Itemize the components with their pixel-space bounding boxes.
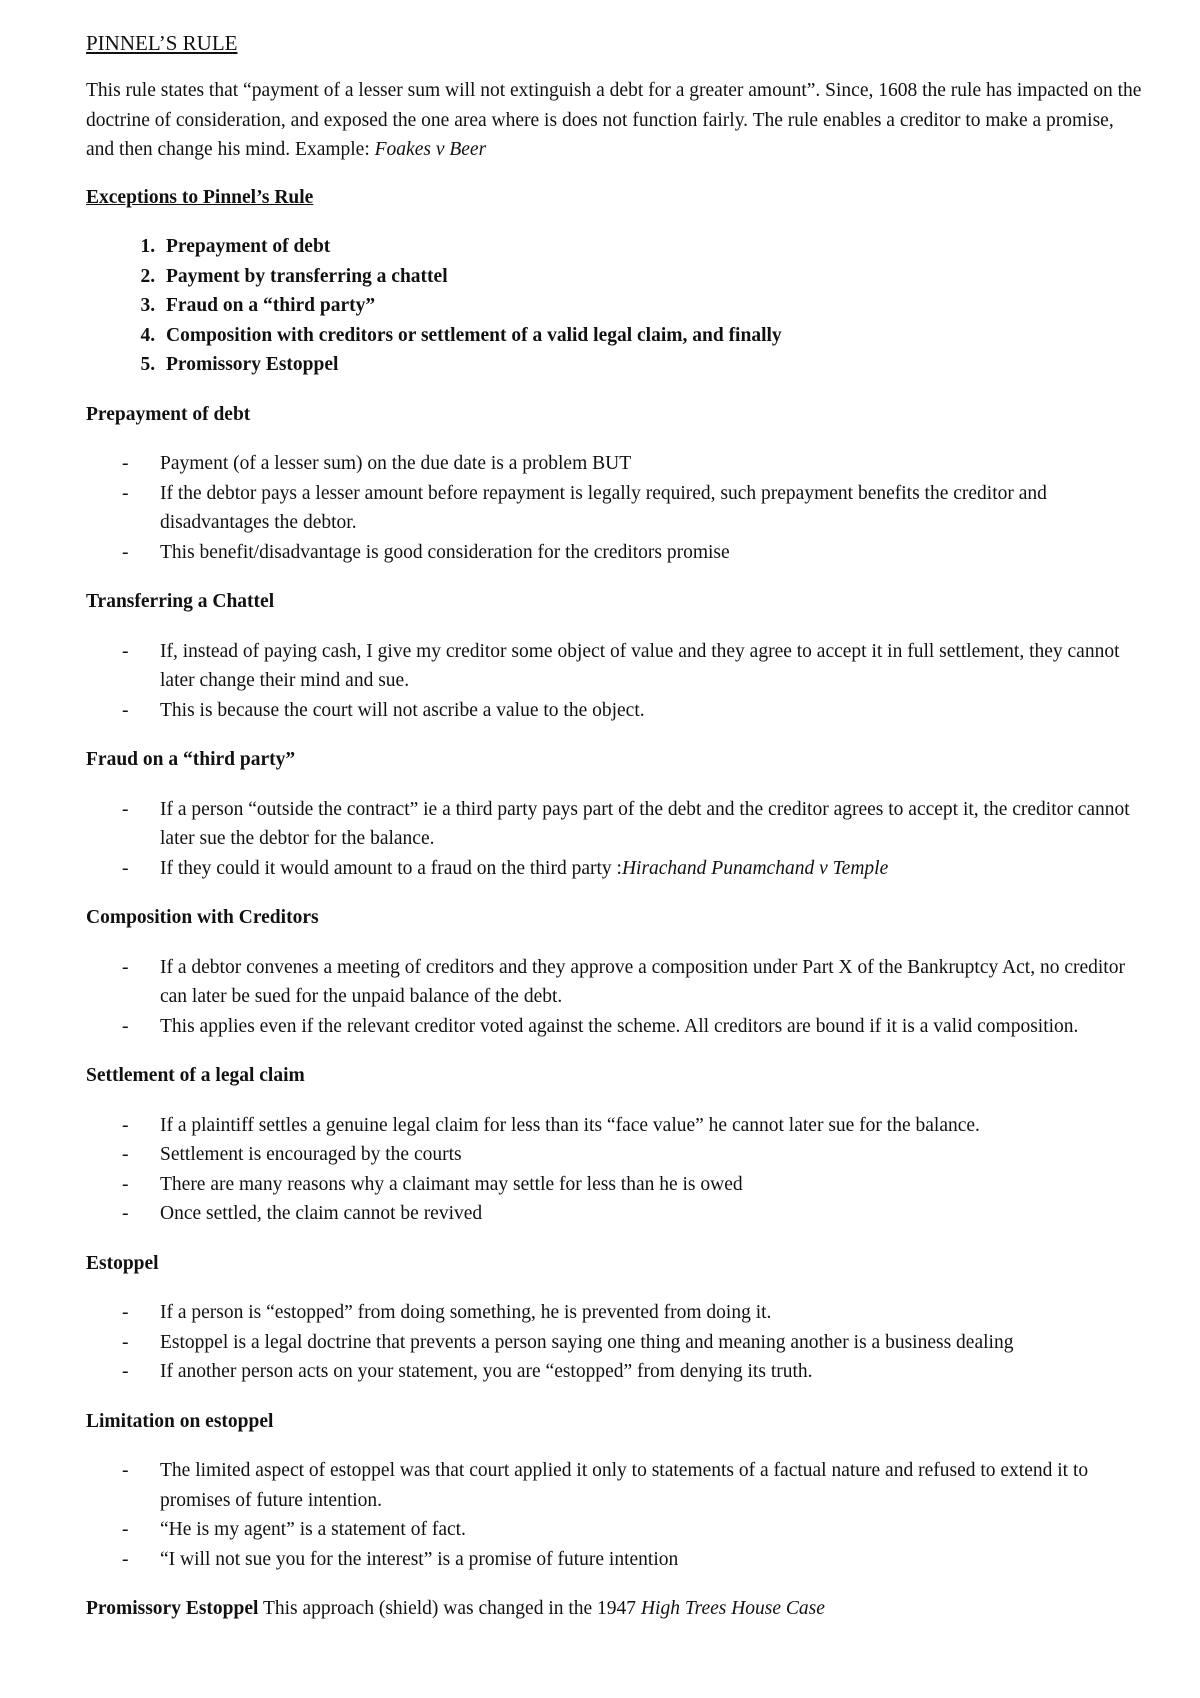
- list-item: [122, 1111, 1146, 1141]
- list-item-text: Settlement is encouraged by the courts: [160, 1144, 462, 1165]
- dash-bullet: -: [122, 1203, 129, 1224]
- list-item: [122, 1456, 1146, 1515]
- promissory-estoppel-paragraph: [86, 1594, 1146, 1624]
- list-item-text: This applies even if the relevant creditor voted against the scheme. All creditors are bound if it is a valid composition.: [160, 1015, 1079, 1037]
- page-title: PINNEL’S RULE: [86, 31, 238, 55]
- dash-bullet: -: [122, 541, 129, 563]
- section-heading-settlement: Settlement of a legal claim: [86, 1065, 305, 1086]
- list-item: [122, 1140, 1146, 1170]
- list-item: [122, 1012, 1146, 1042]
- dash-bullet: -: [122, 1144, 129, 1165]
- section-heading-limitation: Limitation on estoppel: [86, 1410, 274, 1432]
- list-item-text: If, instead of paying cash, I give my creditor some object of value and they agree to accept it in full settlement, they cannot later change their mind and sue.: [160, 640, 1120, 691]
- list-item: [122, 637, 1146, 696]
- list-item: [122, 1170, 1146, 1200]
- dash-bullet: -: [122, 699, 129, 721]
- dash-bullet: -: [122, 798, 129, 820]
- exception-item: 1. Prepayment of debt: [160, 232, 1146, 262]
- list-item-text: “I will not sue you for the interest” is a promise of future intention: [160, 1548, 679, 1570]
- list-item-text: Once settled, the claim cannot be revived: [160, 1203, 483, 1224]
- section-heading-composition: Composition with Creditors: [86, 907, 319, 928]
- dash-bullet: -: [122, 1361, 129, 1382]
- list-item: [122, 1298, 1146, 1328]
- estoppel-list: [86, 1298, 1146, 1387]
- case-citation: High Trees House Case: [640, 1598, 825, 1619]
- section-heading-chattel: Transferring a Chattel: [86, 591, 275, 612]
- dash-bullet: -: [122, 1302, 129, 1323]
- case-citation: Hirachand Punamchand v Temple: [621, 857, 889, 879]
- intro-paragraph: [86, 76, 1146, 165]
- dash-bullet: -: [122, 640, 129, 662]
- list-item-text: If a person “outside the contract” ie a third party pays part of the debt and the creditor agrees to accept it, the creditor cannot later sue the debtor for the balance.: [160, 798, 1130, 849]
- dash-bullet: -: [122, 1331, 129, 1353]
- composition-list: [86, 953, 1146, 1042]
- list-item-text: Payment (of a lesser sum) on the due date is a problem BUT: [160, 453, 632, 474]
- chattel-list: [86, 637, 1146, 726]
- dash-bullet: -: [122, 1173, 129, 1195]
- exception-item: 3. Fraud on a “third party”: [160, 291, 1146, 321]
- list-item-text: If a person is “estopped” from doing something, he is prevented from doing it.: [160, 1302, 772, 1323]
- dash-bullet: -: [122, 857, 129, 879]
- exceptions-list: [86, 232, 1146, 380]
- intro-case-citation: Foakes v Beer: [374, 139, 487, 160]
- list-item-text: If the debtor pays a lesser amount before repayment is legally required, such prepayment benefits the creditor and disadvantages the debtor.: [160, 482, 1047, 533]
- list-item: [122, 1357, 1146, 1387]
- prepayment-list: [86, 449, 1146, 567]
- list-item-text: This is because the court will not ascribe a value to the object.: [160, 699, 645, 721]
- list-item: [122, 953, 1146, 1012]
- list-item-text: Estoppel is a legal doctrine that prevents a person saying one thing and meaning another is a business dealing: [160, 1331, 1014, 1353]
- list-item: [122, 538, 1146, 568]
- dash-bullet: -: [122, 1114, 129, 1136]
- section-heading-prepayment: Prepayment of debt: [86, 403, 251, 425]
- dash-bullet: -: [122, 482, 129, 504]
- dash-bullet: -: [122, 1548, 129, 1570]
- limitation-list: [86, 1456, 1146, 1574]
- promissory-estoppel-label: Promissory Estoppel: [86, 1598, 259, 1619]
- final-text: This approach (shield) was changed in the 1947: [258, 1598, 641, 1619]
- section-heading-estoppel: Estoppel: [86, 1252, 159, 1274]
- dash-bullet: -: [122, 1015, 129, 1037]
- list-item: [122, 449, 1146, 479]
- dash-bullet: -: [122, 1519, 129, 1540]
- fraud-list: [86, 795, 1146, 884]
- list-item-text: There are many reasons why a claimant may settle for less than he is owed: [160, 1173, 743, 1195]
- section-heading-fraud: Fraud on a “third party”: [86, 749, 296, 770]
- list-item-text: If they could it would amount to a fraud on the third party :: [160, 857, 622, 879]
- exceptions-heading: Exceptions to Pinnel’s Rule: [86, 186, 314, 208]
- list-item: [122, 1199, 1146, 1229]
- document-page: [86, 28, 1146, 1624]
- intro-text: This rule states that “payment of a lesser sum will not extinguish a debt for a greater amount”. Since, 1608 the rule has impacted on the doctrine of consideration, and exposed the one area where is does not function fairly. The rule enables a creditor to make a promise, and then change his mind. Example:: [86, 80, 1142, 160]
- exception-item: 5. Promissory Estoppel: [160, 350, 1146, 380]
- list-item: [122, 696, 1146, 726]
- exception-item: 4. Composition with creditors or settlement of a valid legal claim, and finally: [160, 321, 1146, 351]
- list-item-text: If a debtor convenes a meeting of creditors and they approve a composition under Part X of the Bankruptcy Act, no creditor can later be sued for the unpaid balance of the debt.: [160, 956, 1125, 1007]
- dash-bullet: -: [122, 1460, 129, 1481]
- list-item: [122, 1328, 1146, 1358]
- list-item-text: This benefit/disadvantage is good consideration for the creditors promise: [160, 541, 730, 563]
- list-item: [122, 854, 1146, 884]
- list-item: [122, 1515, 1146, 1545]
- settlement-list: [86, 1111, 1146, 1229]
- dash-bullet: -: [122, 453, 129, 474]
- list-item-text: The limited aspect of estoppel was that court applied it only to statements of a factual nature and refused to extend it to promises of future intention.: [160, 1460, 1089, 1511]
- list-item: [122, 1545, 1146, 1575]
- dash-bullet: -: [122, 956, 129, 978]
- list-item-text: If a plaintiff settles a genuine legal claim for less than its “face value” he cannot later sue for the balance.: [160, 1114, 980, 1136]
- exception-item: 2. Payment by transferring a chattel: [160, 262, 1146, 292]
- list-item-text: “He is my agent” is a statement of fact.: [160, 1519, 466, 1540]
- list-item: [122, 479, 1146, 538]
- list-item-text: If another person acts on your statement, you are “estopped” from denying its truth.: [160, 1361, 813, 1382]
- list-item: [122, 795, 1146, 854]
